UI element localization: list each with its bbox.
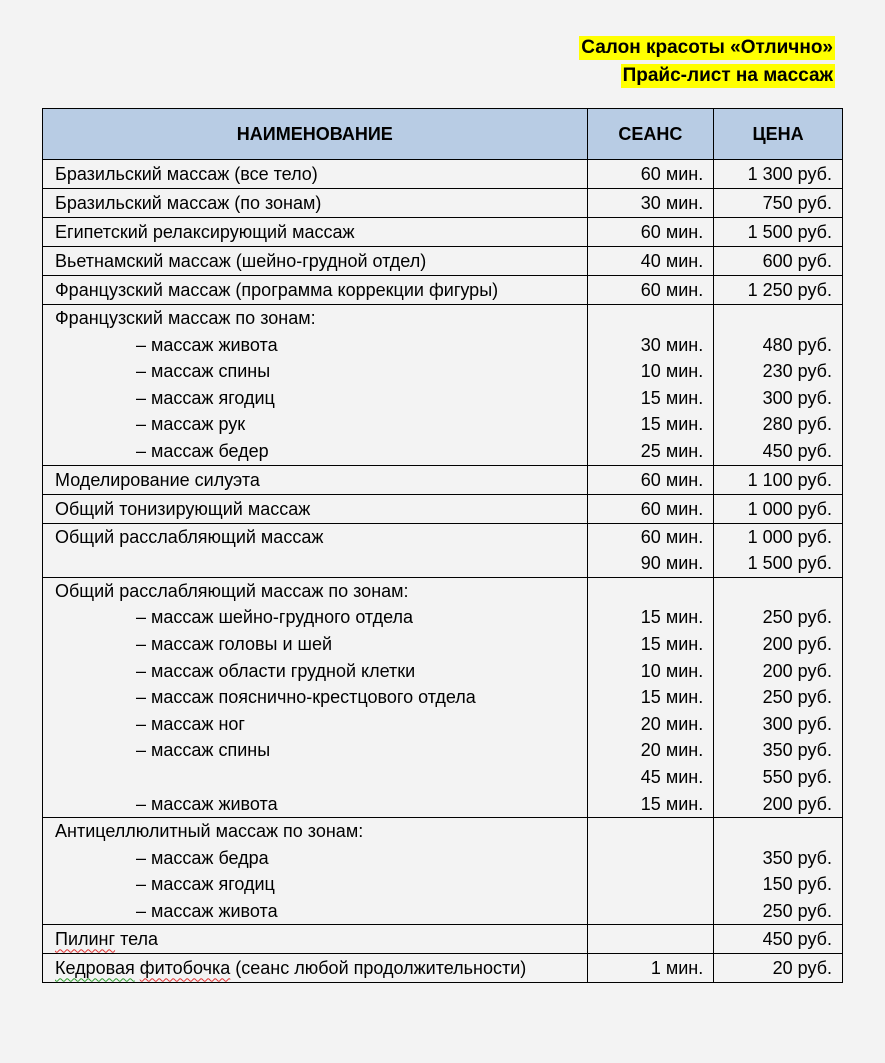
- spellcheck-word: фитобочка: [139, 958, 231, 979]
- service-price: 150 руб.: [762, 874, 832, 895]
- table-row-group: [43, 577, 843, 817]
- table-row-group: [43, 818, 843, 925]
- service-price: 250 руб.: [762, 687, 832, 708]
- table-row: [43, 465, 843, 494]
- zone-name: – массаж области грудной клетки: [136, 660, 416, 681]
- table-header-row: [43, 109, 843, 160]
- zone-name: – массаж рук: [136, 414, 246, 435]
- session-duration: 30 мин.: [640, 193, 704, 213]
- zone-name: – массаж бедер: [136, 440, 269, 461]
- service-price: 1 000 руб.: [747, 526, 832, 547]
- service-name: Общий расслабляющий массаж: [55, 526, 324, 547]
- zone-name: – массаж шейно-грудного отдела: [136, 607, 414, 628]
- table-row: [43, 925, 843, 954]
- service-name: Кедровая фитобочка (сеанс любой продолжительности): [55, 958, 527, 979]
- service-name: Бразильский массаж (все тело): [55, 164, 318, 184]
- session-duration: 15 мин.: [640, 414, 704, 435]
- zone-name: – массаж живота: [136, 793, 278, 814]
- service-price: 450 руб.: [762, 929, 832, 950]
- zone-name: – массаж ягодиц: [136, 874, 275, 895]
- session-duration: 10 мин.: [640, 660, 704, 681]
- session-duration: [588, 925, 714, 953]
- service-name: Французский массаж (программа коррекции фигуры): [55, 280, 499, 300]
- service-price: 280 руб.: [762, 414, 832, 435]
- zone-name: [43, 764, 587, 791]
- session-duration: 40 мин.: [640, 251, 704, 271]
- service-price: 550 руб.: [762, 766, 832, 787]
- session-duration: 20 мин.: [640, 740, 704, 761]
- service-price: 1 300 руб.: [747, 164, 832, 184]
- table-row: [43, 189, 843, 218]
- service-price: 450 руб.: [762, 440, 832, 461]
- column-header-session: СЕАНС: [587, 109, 714, 160]
- service-name: Общий тонизирующий массаж: [55, 498, 311, 519]
- session-duration: [588, 871, 714, 898]
- zone-name: – массаж ягодиц: [136, 387, 275, 408]
- service-price: 200 руб.: [762, 633, 832, 654]
- service-price: 250 руб.: [762, 607, 832, 628]
- service-price: 600 руб.: [762, 251, 832, 271]
- table-row: [43, 494, 843, 523]
- column-header-price: ЦЕНА: [714, 109, 843, 160]
- session-duration: [588, 845, 714, 872]
- session-duration: 10 мин.: [640, 361, 704, 382]
- grammar-check-word: Кедровая: [55, 958, 135, 979]
- session-duration: 15 мин.: [640, 387, 704, 408]
- table-row: [43, 160, 843, 189]
- service-price: 750 руб.: [762, 193, 832, 213]
- service-name: Бразильский массаж (по зонам): [55, 193, 322, 213]
- service-price: 230 руб.: [762, 361, 832, 382]
- service-price: 1 500 руб.: [747, 553, 832, 574]
- session-duration: 45 мин.: [640, 766, 704, 787]
- zone-name: – массаж живота: [136, 334, 278, 355]
- table-row-group: [43, 305, 843, 466]
- zone-name: – массаж спины: [136, 361, 271, 382]
- session-duration: 25 мин.: [640, 440, 704, 461]
- document-heading: [579, 36, 835, 92]
- session-duration: 15 мин.: [640, 793, 704, 814]
- zone-name: – массаж живота: [136, 900, 278, 921]
- session-duration: 60 мин.: [640, 280, 704, 300]
- service-name: Египетский релаксирующий массаж: [55, 222, 355, 242]
- session-duration: 20 мин.: [640, 713, 704, 734]
- zone-name: – массаж пояснично-крестцового отдела: [136, 687, 476, 708]
- service-price: 1 000 руб.: [747, 498, 832, 519]
- table-row: [43, 218, 843, 247]
- service-price: 200 руб.: [762, 660, 832, 681]
- session-duration: 15 мин.: [640, 633, 704, 654]
- service-group-name: Общий расслабляющий массаж по зонам:: [55, 580, 409, 601]
- session-duration: 30 мин.: [640, 334, 704, 355]
- session-duration: [588, 898, 714, 925]
- service-name: Моделирование силуэта: [55, 469, 260, 490]
- service-group-name: Французский массаж по зонам:: [55, 308, 316, 328]
- session-duration: 60 мин.: [640, 222, 704, 242]
- service-price: 1 100 руб.: [747, 469, 832, 490]
- session-duration: 60 мин.: [640, 469, 704, 490]
- salon-name: Салон красоты «Отлично»: [581, 37, 833, 58]
- service-price: 350 руб.: [762, 740, 832, 761]
- table-row: [43, 247, 843, 276]
- service-price: 350 руб.: [762, 847, 832, 868]
- column-header-name: НАИМЕНОВАНИЕ: [43, 109, 588, 160]
- service-price: 300 руб.: [762, 387, 832, 408]
- service-price: 480 руб.: [762, 334, 832, 355]
- table-row-group: [43, 523, 843, 577]
- service-price: 1 500 руб.: [747, 222, 832, 242]
- session-duration: 15 мин.: [640, 687, 704, 708]
- service-price: 1 250 руб.: [747, 280, 832, 300]
- session-duration: 90 мин.: [640, 553, 704, 574]
- service-name: Вьетнамский массаж (шейно-грудной отдел): [55, 251, 427, 271]
- zone-name: – массаж головы и шей: [136, 633, 333, 654]
- service-price: 20 руб.: [772, 958, 832, 979]
- session-duration: 1 мин.: [650, 958, 704, 979]
- price-table: [42, 108, 843, 983]
- zone-name: – массаж спины: [136, 740, 271, 761]
- table-row: [43, 954, 843, 983]
- spellcheck-word: Пилинг: [55, 929, 116, 950]
- session-duration: 60 мин.: [640, 164, 704, 184]
- service-price: 300 руб.: [762, 713, 832, 734]
- table-row: [43, 276, 843, 305]
- service-price: 200 руб.: [762, 793, 832, 814]
- zone-name: – массаж ног: [136, 713, 245, 734]
- session-duration: 60 мин.: [640, 498, 704, 519]
- session-duration: 15 мин.: [640, 607, 704, 628]
- zone-name: – массаж бедра: [136, 847, 269, 868]
- document-title: Прайс-лист на массаж: [622, 65, 833, 86]
- service-price: 250 руб.: [762, 900, 832, 921]
- service-group-name: Антицеллюлитный массаж по зонам:: [55, 821, 364, 842]
- session-duration: 60 мин.: [640, 526, 704, 547]
- service-name: Пилинг тела: [55, 929, 159, 950]
